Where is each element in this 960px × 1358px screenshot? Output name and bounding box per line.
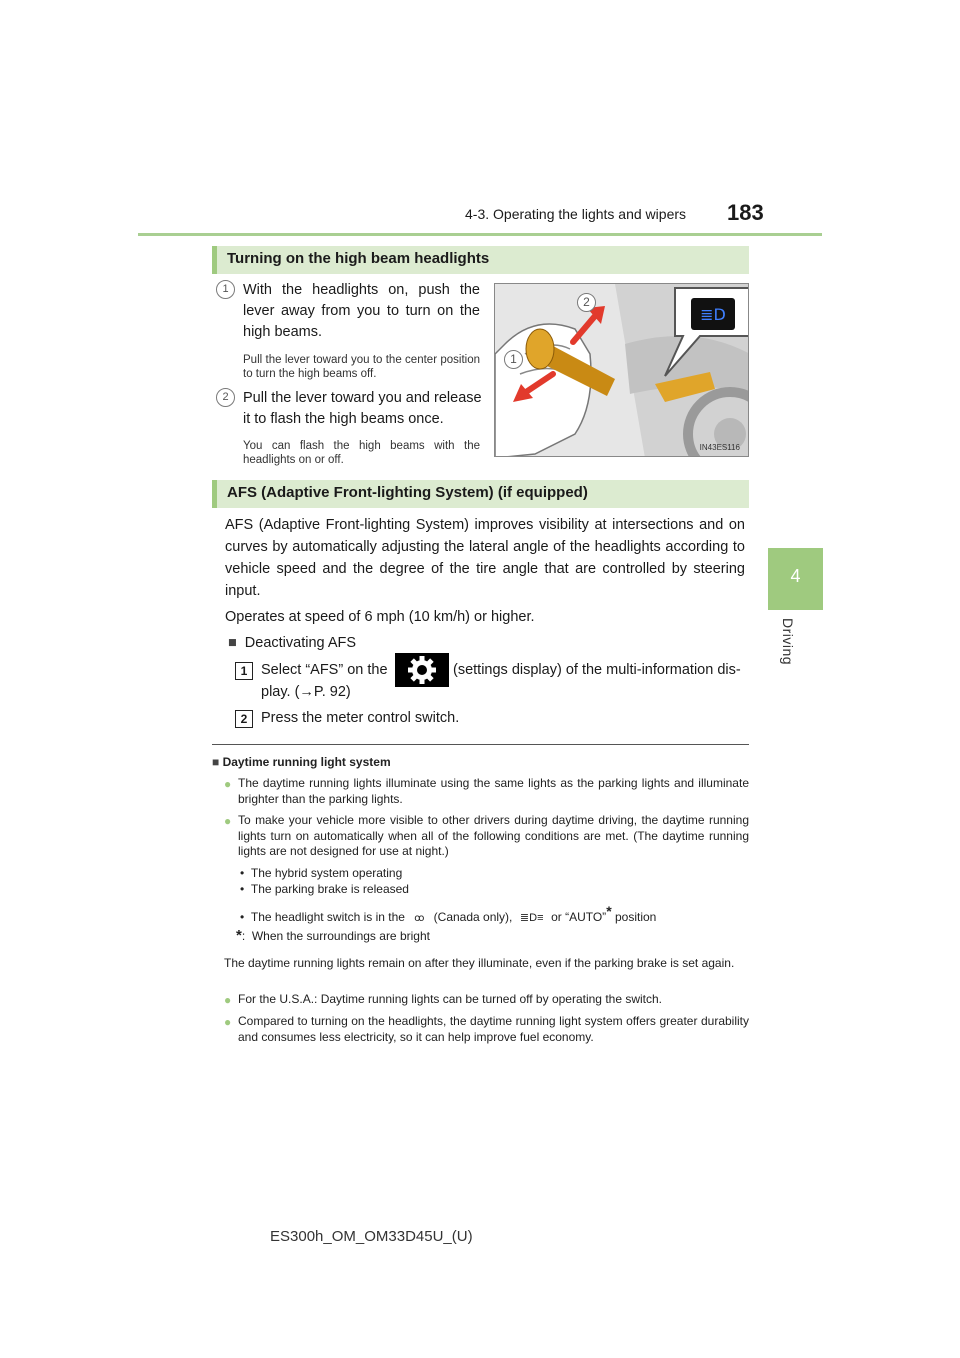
step-number: 1 — [235, 662, 253, 680]
figure-label-1: 1 — [504, 350, 523, 369]
afs-step1-post: (settings display) of the multi-information dis- — [453, 662, 741, 678]
note-bullet — [224, 776, 749, 807]
chapter-number: 4 — [790, 566, 801, 586]
settings-display-icon — [395, 653, 449, 687]
section-heading-high-beam — [212, 246, 749, 274]
condition-item: • The headlight switch is in the ꝏ (Canada only), ≣D≡ or “AUTO”* position — [240, 904, 656, 927]
square-bullet-icon: ■ — [212, 755, 220, 769]
section-heading-afs — [212, 480, 749, 508]
subheading-deactivating-afs — [228, 633, 356, 654]
chapter-label: Driving — [780, 618, 796, 666]
section-heading-text: AFS (Adaptive Front-lighting System) (if equipped) — [227, 484, 588, 501]
note-text: Compared to turning on the headlights, the daytime running light system offers greater durability and consumes less electricity, so it can help improve fuel economy. — [238, 1014, 749, 1044]
header-rule — [138, 233, 822, 236]
step-number: 1 — [216, 280, 235, 299]
note-bullet — [224, 813, 749, 860]
condition-item: • The parking brake is released — [240, 882, 409, 896]
bullet-dot-icon: ● — [224, 814, 232, 828]
asterisk-mark: * — [236, 927, 242, 944]
condition-item: • The hybrid system operating — [240, 866, 403, 880]
step-number: 2 — [235, 710, 253, 728]
chapter-tab[interactable] — [768, 548, 823, 610]
afs-speed-text: Operates at speed of 6 mph (10 km/h) or higher. — [225, 609, 535, 625]
page-number: 183 — [727, 200, 764, 225]
afs-description: AFS (Adaptive Front-lighting System) improves visibility at intersections and on curves by automatically adjusting the lateral angle of the headlights according to vehicle speed and the degree of the tire angle that are controlled by steering input. — [225, 517, 745, 599]
square-bullet-icon: ■ — [228, 635, 237, 651]
condition-text: (Canada only), — [433, 910, 513, 924]
bullet-dot-icon: ● — [224, 1015, 232, 1029]
headlight-icon: ≣D≡ — [519, 912, 544, 924]
afs-step1-line2: play. (→P. 92) — [261, 684, 351, 700]
footnote-text: When the surroundings are bright — [251, 929, 430, 943]
section-heading-text: Turning on the high beam headlights — [227, 250, 490, 267]
step-note: Pull the lever toward you to the center position to turn the high beams off. — [243, 354, 480, 380]
figure-code: IN43ES116 — [699, 443, 740, 452]
afs-step2-text: Press the meter control switch. — [261, 710, 460, 726]
note-bullet — [224, 992, 749, 1008]
step-number: 2 — [216, 388, 235, 407]
section-title: 4-3. Operating the lights and wipers — [465, 206, 687, 222]
step-note: You can flash the high beams with the headlights on or off. — [243, 440, 480, 466]
parking-light-icon: ꝏ — [414, 913, 425, 924]
document-code: ES300h_OM_OM33D45U_(U) — [270, 1228, 473, 1245]
note-text: The daytime running lights illuminate using the same lights as the parking lights and illuminate brighter than the parking lights. — [238, 776, 749, 806]
footnote: *: When the surroundings are bright — [236, 927, 430, 944]
condition-text: The headlight switch is in the — [250, 910, 405, 924]
note-text: For the U.S.A.: Daytime running lights can be turned off by operating the switch. — [238, 992, 663, 1006]
step-text: Pull the lever toward you and release it to flash the high beams once. — [243, 390, 482, 427]
high-beam-lever-illustration — [494, 283, 749, 457]
condition-text: The hybrid system operating — [250, 866, 403, 880]
subheading-text: Deactivating AFS — [244, 635, 357, 651]
afs-step1-pre: Select “AFS” on the — [261, 662, 388, 678]
notes-divider — [212, 744, 749, 745]
asterisk-mark: * — [606, 903, 612, 919]
step-text: With the headlights on, push the lever away from you to turn on the high beams. — [243, 282, 480, 340]
figure-label-2: 2 — [577, 293, 596, 312]
gear-icon — [395, 653, 449, 687]
bullet-dot-icon: ● — [224, 993, 232, 1007]
lever-illustration-graphic — [495, 284, 749, 457]
bullet-dot-icon: ● — [224, 777, 232, 791]
condition-text: position — [614, 910, 657, 924]
notes-heading — [212, 755, 391, 771]
note-text: To make your vehicle more visible to other drivers during daytime driving, the daytime running lights turn on automatically when all of the following conditions are met. (The daytime running lights are not designed for use at night.) — [238, 813, 749, 858]
notes-heading-text: Daytime running light system — [222, 755, 391, 769]
note-bullet — [224, 1014, 749, 1045]
svg-text:≣D: ≣D — [700, 305, 726, 324]
condition-text: or “AUTO” — [551, 910, 607, 924]
note-paragraph: The daytime running lights remain on after they illuminate, even if the parking brake is set again. — [224, 956, 735, 970]
condition-text: The parking brake is released — [250, 882, 409, 896]
